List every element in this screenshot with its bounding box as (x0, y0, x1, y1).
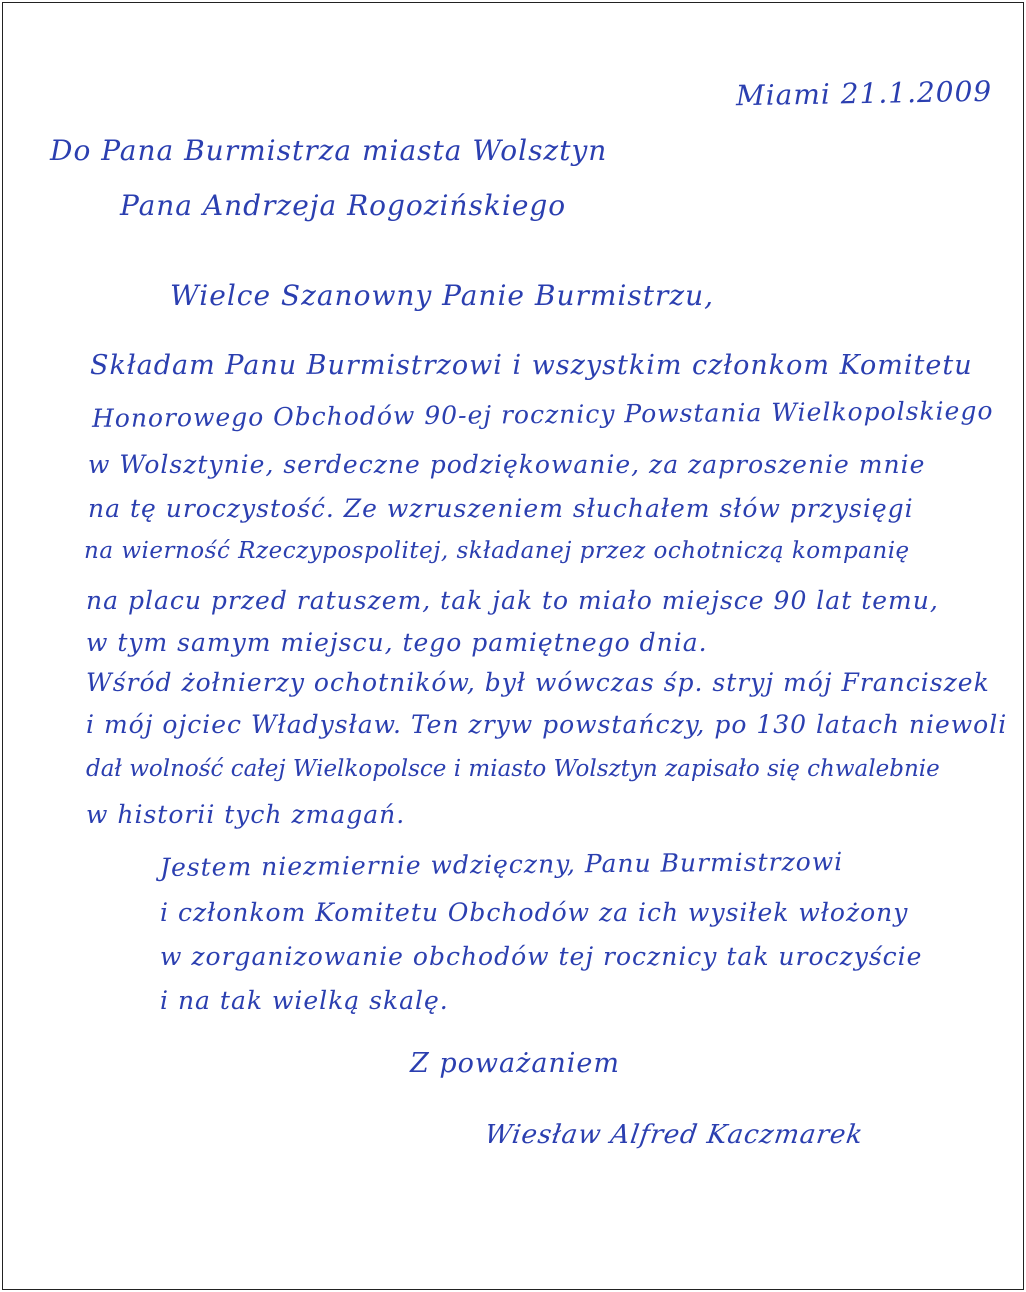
body-line-4: na tę uroczystość. Ze wzruszeniem słuchałem słów przysięgi (88, 494, 914, 523)
body-line-1: Składam Panu Burmistrzowi i wszystkim członkom Komitetu (90, 350, 973, 381)
addressee-line-1: Do Pana Burmistrza miasta Wolsztyn (50, 134, 608, 167)
body-line-7: w tym samym miejscu, tego pamiętnego dnia. (86, 628, 708, 657)
closing-line-3: w zorganizowanie obchodów tej rocznicy tak uroczyście (160, 942, 923, 971)
signature: Wiesław Alfred Kaczmarek (482, 1120, 866, 1150)
closing-line-4: i na tak wielką skalę. (160, 986, 449, 1015)
body-line-10: dał wolność całej Wielkopolsce i miasto Wolsztyn zapisało się chwalebnie (86, 756, 940, 782)
body-line-8: Wśród żołnierzy ochotników, był wówczas śp. stryj mój Franciszek (86, 668, 990, 697)
body-line-5: na wierność Rzeczypospolitej, składanej przez ochotniczą kompanię (84, 538, 910, 564)
body-line-2: Honorowego Obchodów 90-ej rocznicy Powstania Wielkopolskiego (91, 396, 994, 433)
addressee-line-2: Pana Andrzeja Rogozińskiego (120, 189, 567, 222)
closing-line-1: Jestem niezmiernie wdzięczny, Panu Burmistrzowi (159, 847, 844, 882)
letter-date: Miami 21.1.2009 (735, 74, 993, 113)
salutation: Wielce Szanowny Panie Burmistrzu, (170, 279, 715, 312)
body-line-9: i mój ojciec Władysław. Ten zryw powstańczy, po 130 latach niewoli (86, 710, 1008, 739)
body-line-3: w Wolsztynie, serdeczne podziękowanie, za zaproszenie mnie (88, 450, 926, 479)
body-line-11: w historii tych zmagań. (86, 800, 406, 829)
regards: Z poważaniem (410, 1048, 621, 1079)
body-line-6: na placu przed ratuszem, tak jak to miało miejsce 90 lat temu, (86, 586, 939, 615)
closing-line-2: i członkom Komitetu Obchodów za ich wysiłek włożony (160, 898, 909, 927)
